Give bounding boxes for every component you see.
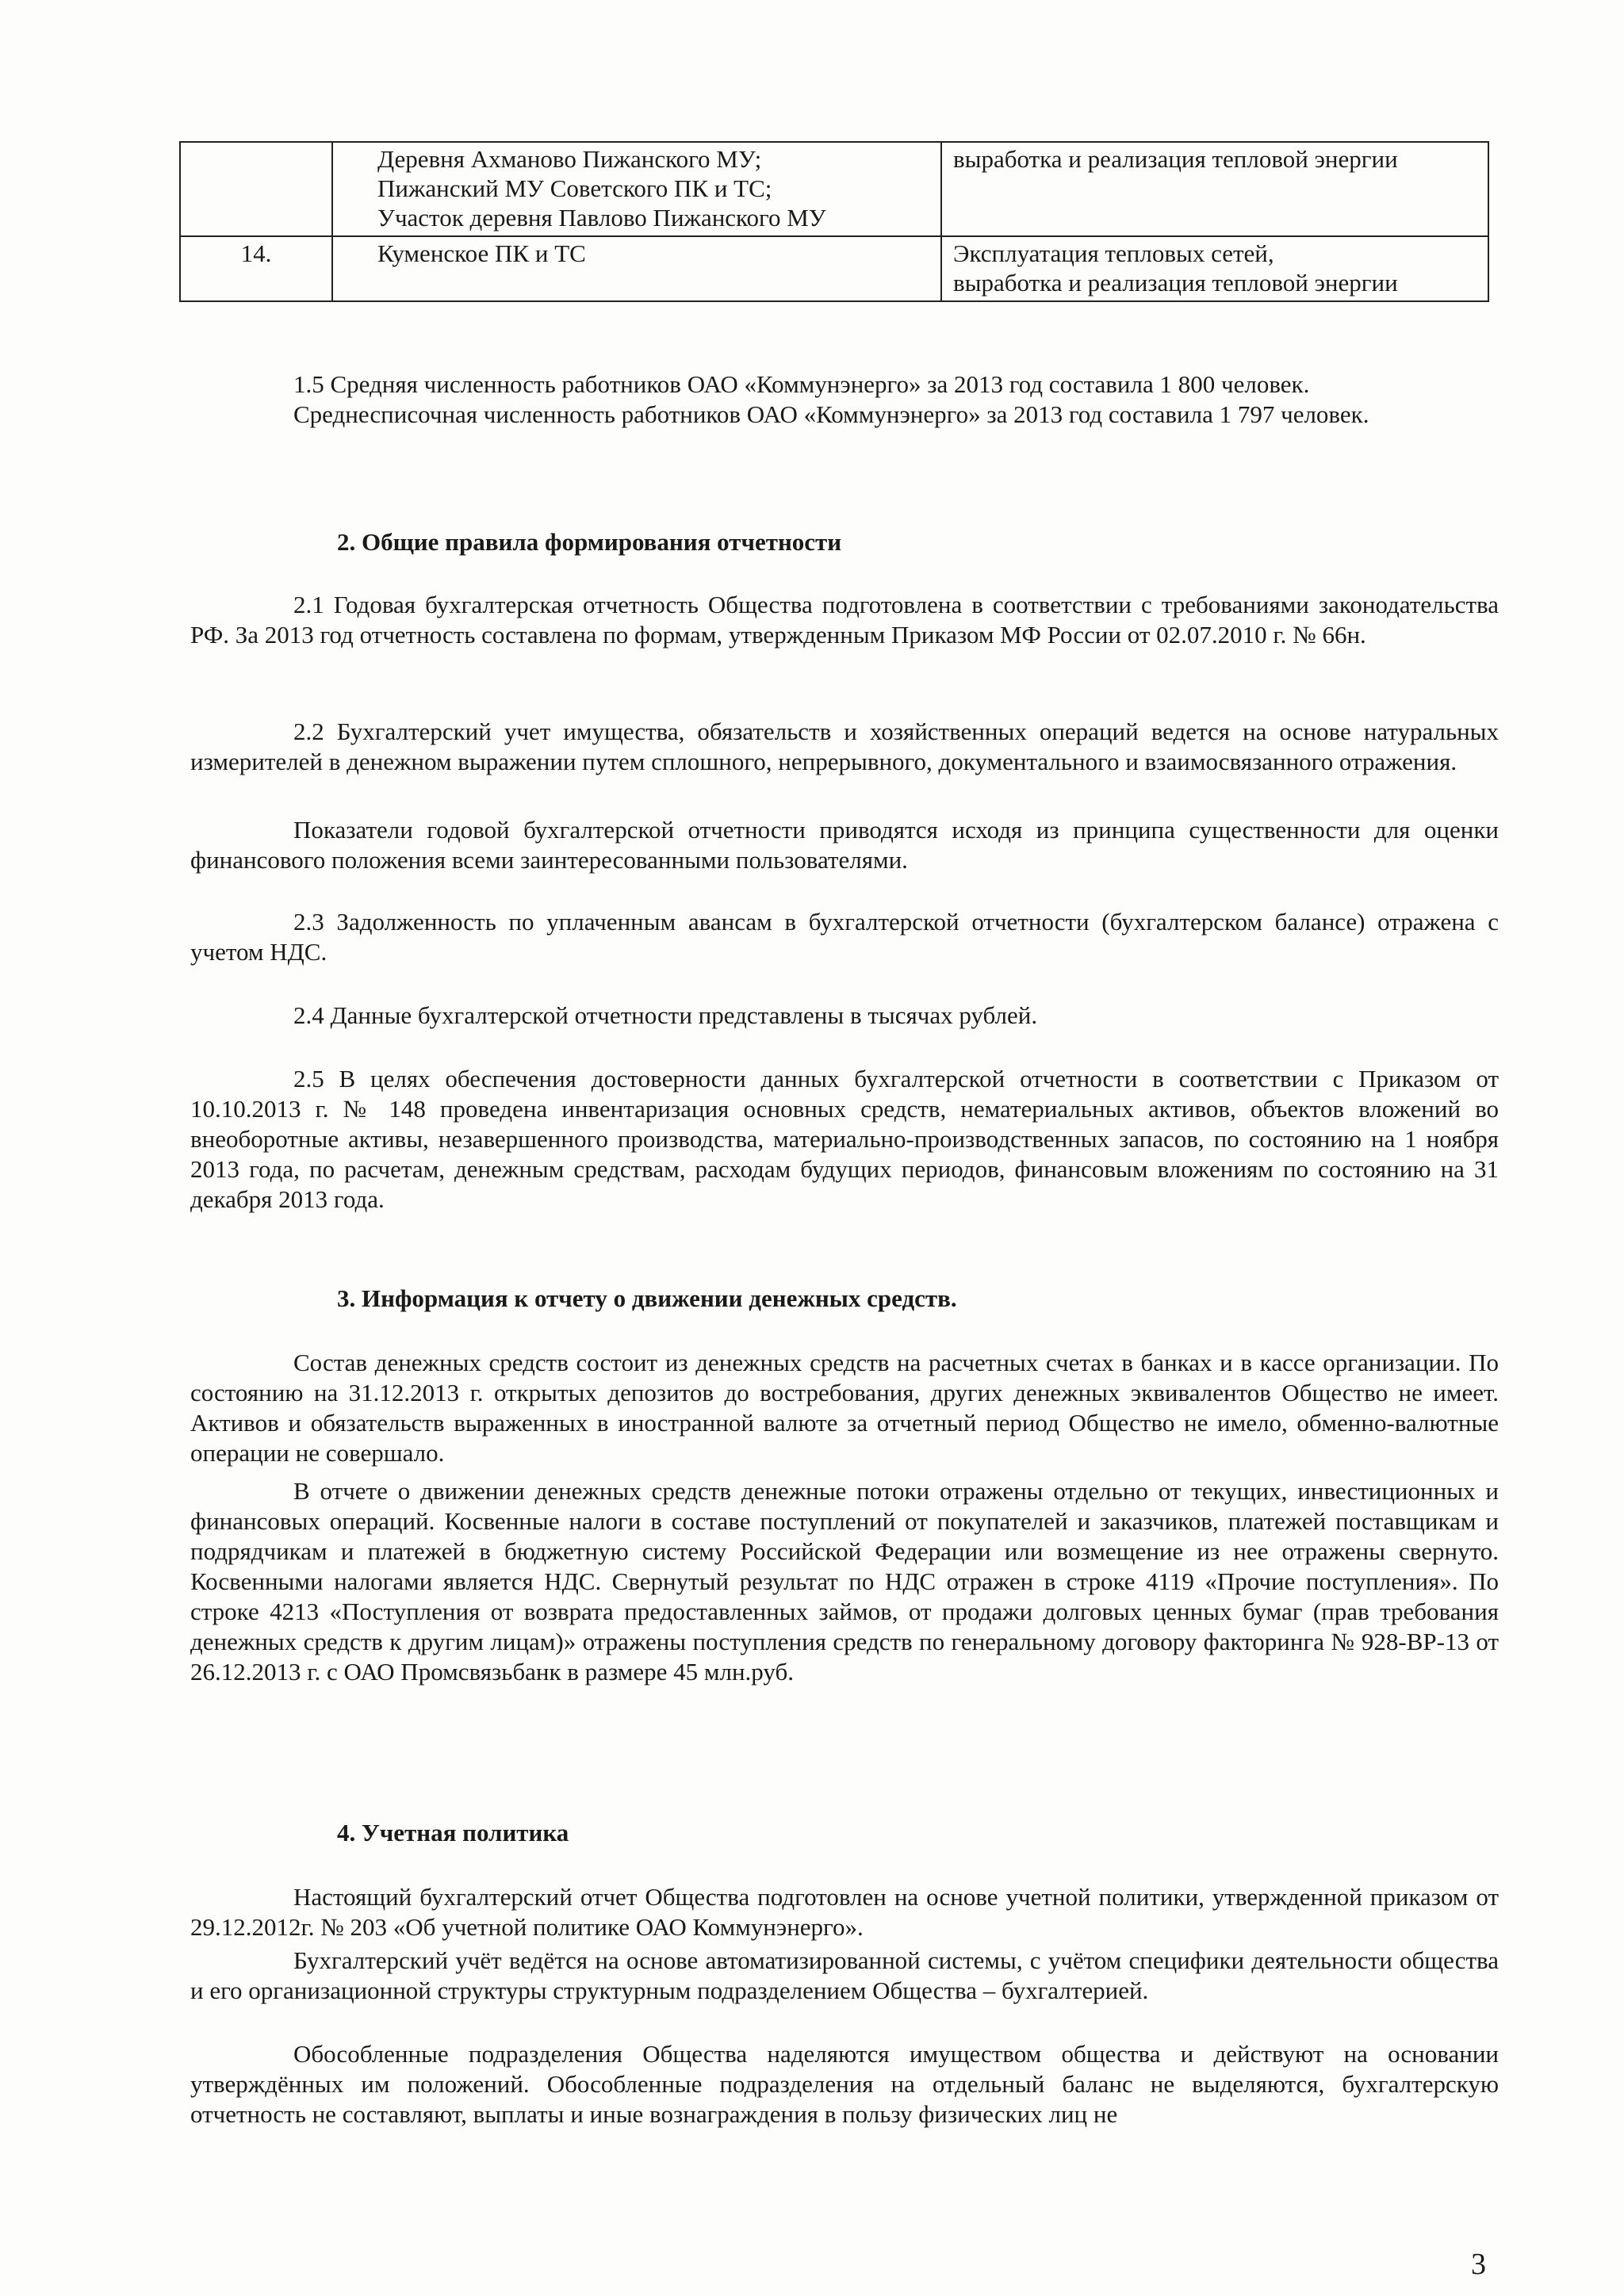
activity-cell [941, 142, 1488, 236]
paragraph-3-2: В отчете о движении денежных средств денежные потоки отражены отдельно от текущих, инвестиционных и финансовых операций. Косвенные налоги в составе поступлений от покупателей и заказчиков, платежей поставщикам и подрядчикам и платежей в бюджетную систему Российской Федерации или возмещение из нее отражены свернуто. Косвенными налогами является НДС. Свернутый результат по НДС отражен в строке 4119 «Прочие поступления». По строке 4213 «Поступления от возврата предоставленных займов, от продажи долговых ценных бумаг (прав требования денежных средств к другим лицам)» отражены поступления средств по генеральному договору факторинга № 928-ВР-13 от 26.12.2013 г. с ОАО Промсвязьбанк в размере 45 млн.руб. [190, 1477, 1499, 1686]
paragraph-headcount: Среднесписочная численность работников ОАО «Коммунэнерго» за 2013 год составила 1 797 человек. [293, 400, 1369, 428]
subdivision-name-cell [332, 236, 941, 301]
row-number-cell: 14. [180, 236, 332, 301]
paragraph-4-2: Бухгалтерский учёт ведётся на основе автоматизированной системы, с учётом специфики деятельности общества и его организационной структуры структурным подразделением Общества – бухгалтерией. [190, 1946, 1499, 2004]
activity-cell [941, 236, 1488, 301]
paragraph-4-3: Обособленные подразделения Общества наделяются имуществом общества и действуют на основании утверждённых им положений. Обособленные подразделения на отдельный баланс не выделяются, бухгалтерскую отчетность не составляют, выплаты и иные вознаграждения в пользу физических лиц не [190, 2040, 1499, 2128]
table-row [180, 236, 1488, 301]
activity-line: выработка и реализация тепловой энергии [953, 145, 1398, 173]
paragraph-3-1: Состав денежных средств состоит из денежных средств на расчетных счетах в банках и в кассе организации. По состоянию на 31.12.2013 г. открытых депозитов до востребования, других денежных эквивалентов Общество не имеет. Активов и обязательств выраженных в иностранной валюте за отчетный период Общество не имело, обменно-валютные операции не совершало. [190, 1349, 1499, 1467]
row-number-cell [180, 142, 332, 236]
paragraph-2-3: 2.3 Задолженность по уплаченным авансам в бухгалтерской отчетности (бухгалтерском балансе) отражена с учетом НДС. [190, 908, 1499, 966]
table-row [180, 142, 1488, 236]
section-3-title: 3. Информация к отчету о движении денежных средств. [337, 1284, 957, 1312]
paragraph-2-1: 2.1 Годовая бухгалтерская отчетность Общества подготовлена в соответствии с требованиями законодательства РФ. За 2013 год отчетность составлена по формам, утвержденным Приказом МФ России от 02.07.2010 г. № 66н. [190, 591, 1499, 649]
paragraph-2-4: 2.4 Данные бухгалтерской отчетности представлены в тысячах рублей. [293, 1001, 1038, 1029]
page-number: 3 [1471, 2248, 1486, 2281]
subdivisions-table [179, 141, 1489, 302]
paragraph-2-2: 2.2 Бухгалтерский учет имущества, обязательств и хозяйственных операций ведется на основе натуральных измерителей в денежном выражении путем сплошного, непрерывного, документального и взаимосвязанного отражения. [190, 718, 1499, 775]
section-2-title: 2. Общие правила формирования отчетности [337, 528, 842, 556]
subdivision-name-line: Участок деревня Павлово Пижанского МУ [377, 204, 826, 232]
section-4-title: 4. Учетная политика [337, 1819, 569, 1846]
activity-line: Эксплуатация тепловых сетей, [953, 239, 1274, 267]
activity-line: выработка и реализация тепловой энергии [953, 269, 1398, 297]
paragraph-2-5: 2.5 В целях обеспечения достоверности данных бухгалтерской отчетности в соответствии с Приказом от 10.10.2013 г. № 148 проведена инвентаризация основных средств, нематериальных активов, объектов вложений во внеоборотные активы, незавершенного производства, материально-производственных запасов, по состоянию на 1 ноября 2013 года, по расчетам, денежным средствам, расходам будущих периодов, финансовым вложениям по состоянию на 31 декабря 2013 года. [190, 1065, 1499, 1213]
paragraph-1-5: 1.5 Средняя численность работников ОАО «Коммунэнерго» за 2013 год составила 1 800 человек. [293, 370, 1310, 398]
subdivision-name-cell [332, 142, 941, 236]
subdivision-name-line: Деревня Ахманово Пижанского МУ; [377, 145, 762, 173]
subdivision-name-line: Куменское ПК и ТС [377, 239, 586, 267]
paragraph-4-1: Настоящий бухгалтерский отчет Общества подготовлен на основе учетной политики, утвержденной приказом от 29.12.2012г. № 203 «Об учетной политике ОАО Коммунэнерго». [190, 1883, 1499, 1941]
paragraph-2-2-b: Показатели годовой бухгалтерской отчетности приводятся исходя из принципа существенности для оценки финансового положения всеми заинтересованными пользователями. [190, 816, 1499, 874]
subdivision-name-line: Пижанский МУ Советского ПК и ТС; [377, 174, 772, 202]
